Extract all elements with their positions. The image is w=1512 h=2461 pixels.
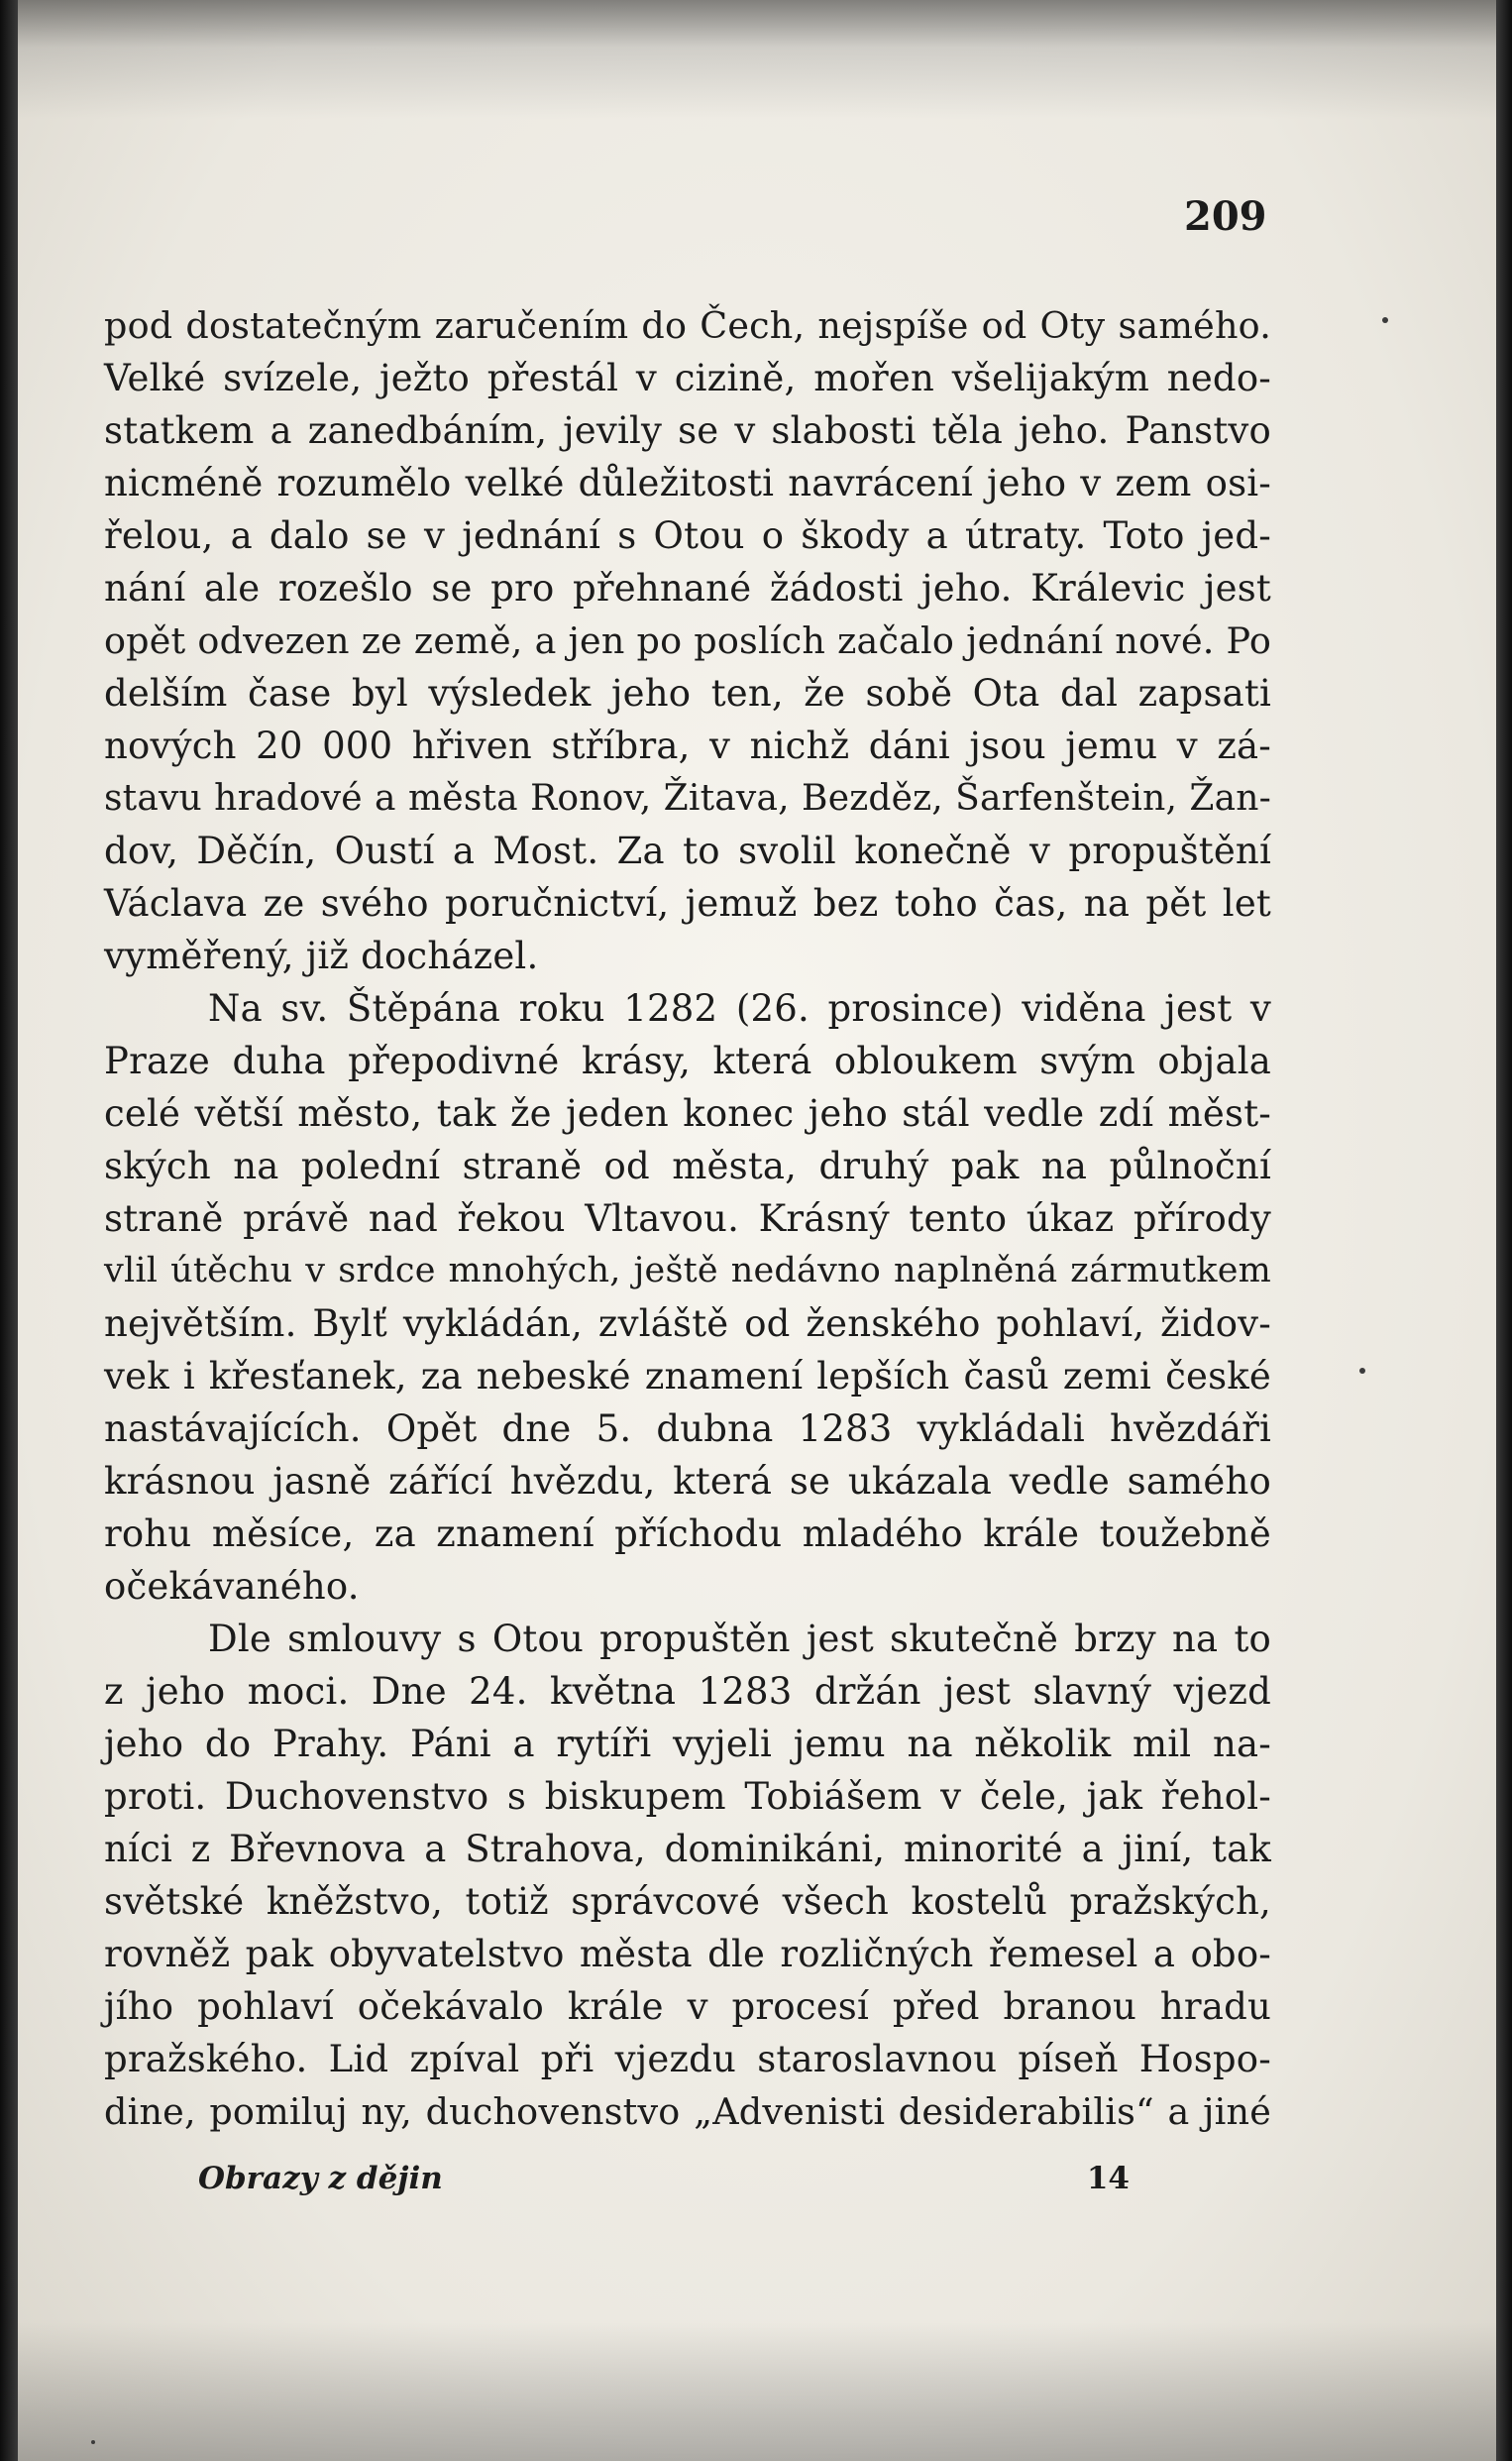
text-line: nastávajících. Opět dne 5. dubna 1283 vykládali hvězdáři	[104, 1407, 1271, 1450]
text-line: delším čase byl výsledek jeho ten, že sobě Ota dal zapsati	[104, 672, 1271, 715]
text-line: opět odvezen ze země, a jen po poslích začalo jednání nové. Po	[104, 619, 1271, 662]
text-line: stavu hradové a města Ronov, Žitava, Bezděz, Šarfenštein, Žan-	[104, 778, 1271, 819]
text-line: z jeho moci. Dne 24. května 1283 držán jest slavný vjezd	[104, 1670, 1271, 1713]
right-scan-edge	[1496, 0, 1512, 2461]
top-scan-shadow	[0, 0, 1512, 119]
footer-book-title: Obrazy z dějin	[198, 2161, 443, 2196]
text-line: největším. Bylť vykládán, zvláště od ženského pohlaví, židov-	[104, 1302, 1271, 1345]
body-text	[104, 299, 1271, 2138]
text-line: Na sv. Štěpána roku 1282 (26. prosince) viděna jest v	[208, 987, 1271, 1030]
text-line: Velké svízele, ježto přestál v cizině, mořen všelijakým nedo-	[104, 357, 1271, 399]
footer-signature-mark: 14	[1086, 2161, 1130, 2196]
page-footer	[198, 2161, 1130, 2204]
left-scan-edge	[0, 0, 18, 2461]
text-line: rovněž pak obyvatelstvo města dle rozličných řemesel a obo-	[104, 1933, 1271, 1975]
paper-speck	[1382, 317, 1388, 323]
text-line: nání ale rozešlo se pro přehnané žádosti jeho. Králevic jest	[104, 567, 1271, 610]
text-line: dine, pomiluj ny, duchovenstvo „Advenisti desiderabilis“ a jiné	[104, 2090, 1271, 2133]
paper-speck	[91, 2440, 95, 2444]
page-number: 209	[1184, 193, 1267, 240]
text-line: Dle smlouvy s Otou propuštěn jest skutečně brzy na to	[208, 1618, 1271, 1660]
text-line: jeho do Prahy. Páni a rytíři vyjeli jemu na několik mil na-	[104, 1723, 1271, 1765]
text-line: Václava ze svého poručnictví, jemuž bez toho čas, na pět let	[104, 882, 1271, 925]
text-line: nových 20 000 hřiven stříbra, v nichž dáni jsou jemu v zá-	[104, 725, 1271, 767]
text-line: straně právě nad řekou Vltavou. Krásný tento úkaz přírody	[104, 1197, 1271, 1240]
text-line: krásnou jasně zářící hvězdu, která se ukázala vedle samého	[104, 1460, 1271, 1503]
text-line: vlil útěchu v srdce mnohých, ještě nedávno naplněná zármutkem	[104, 1251, 1271, 1290]
text-line: dov, Děčín, Oustí a Most. Za to svolil konečně v propuštění	[104, 830, 1271, 872]
bottom-scan-shadow	[0, 2322, 1512, 2461]
paper-speck	[1359, 1368, 1365, 1374]
text-line: ských na polední straně od města, druhý pak na půlnoční	[104, 1145, 1271, 1187]
text-line: statkem a zanedbáním, jevily se v slabosti těla jeho. Panstvo	[104, 409, 1271, 452]
text-line: očekávaného.	[104, 1565, 360, 1608]
text-line: jího pohlaví očekávalo krále v procesí před branou hradu	[104, 1985, 1271, 2028]
text-line: světské kněžstvo, totiž správcové všech kostelů pražských,	[104, 1880, 1271, 1923]
text-line: řelou, a dalo se v jednání s Otou o škody a útraty. Toto jed-	[104, 514, 1271, 557]
text-line: proti. Duchovenstvo s biskupem Tobiášem v čele, jak řehol-	[104, 1775, 1271, 1818]
text-line: celé větší město, tak že jeden konec jeho stál vedle zdí měst-	[104, 1092, 1271, 1135]
text-line: Praze duha přepodivné krásy, která obloukem svým objala	[104, 1040, 1271, 1082]
text-line: níci z Břevnova a Strahova, dominikáni, minorité a jiní, tak	[104, 1828, 1271, 1870]
text-line: rohu měsíce, za znamení příchodu mladého krále toužebně	[104, 1512, 1271, 1555]
text-line: nicméně rozumělo velké důležitosti navrácení jeho v zem osi-	[104, 462, 1271, 504]
text-line: vyměřený, již docházel.	[104, 935, 539, 977]
text-line: pražského. Lid zpíval při vjezdu staroslavnou píseň Hospo-	[104, 2038, 1271, 2080]
text-line: pod dostatečným zaručením do Čech, nejspíše od Oty samého.	[104, 304, 1271, 347]
text-line: vek i křesťanek, za nebeské znamení lepších časů zemi české	[104, 1355, 1271, 1398]
